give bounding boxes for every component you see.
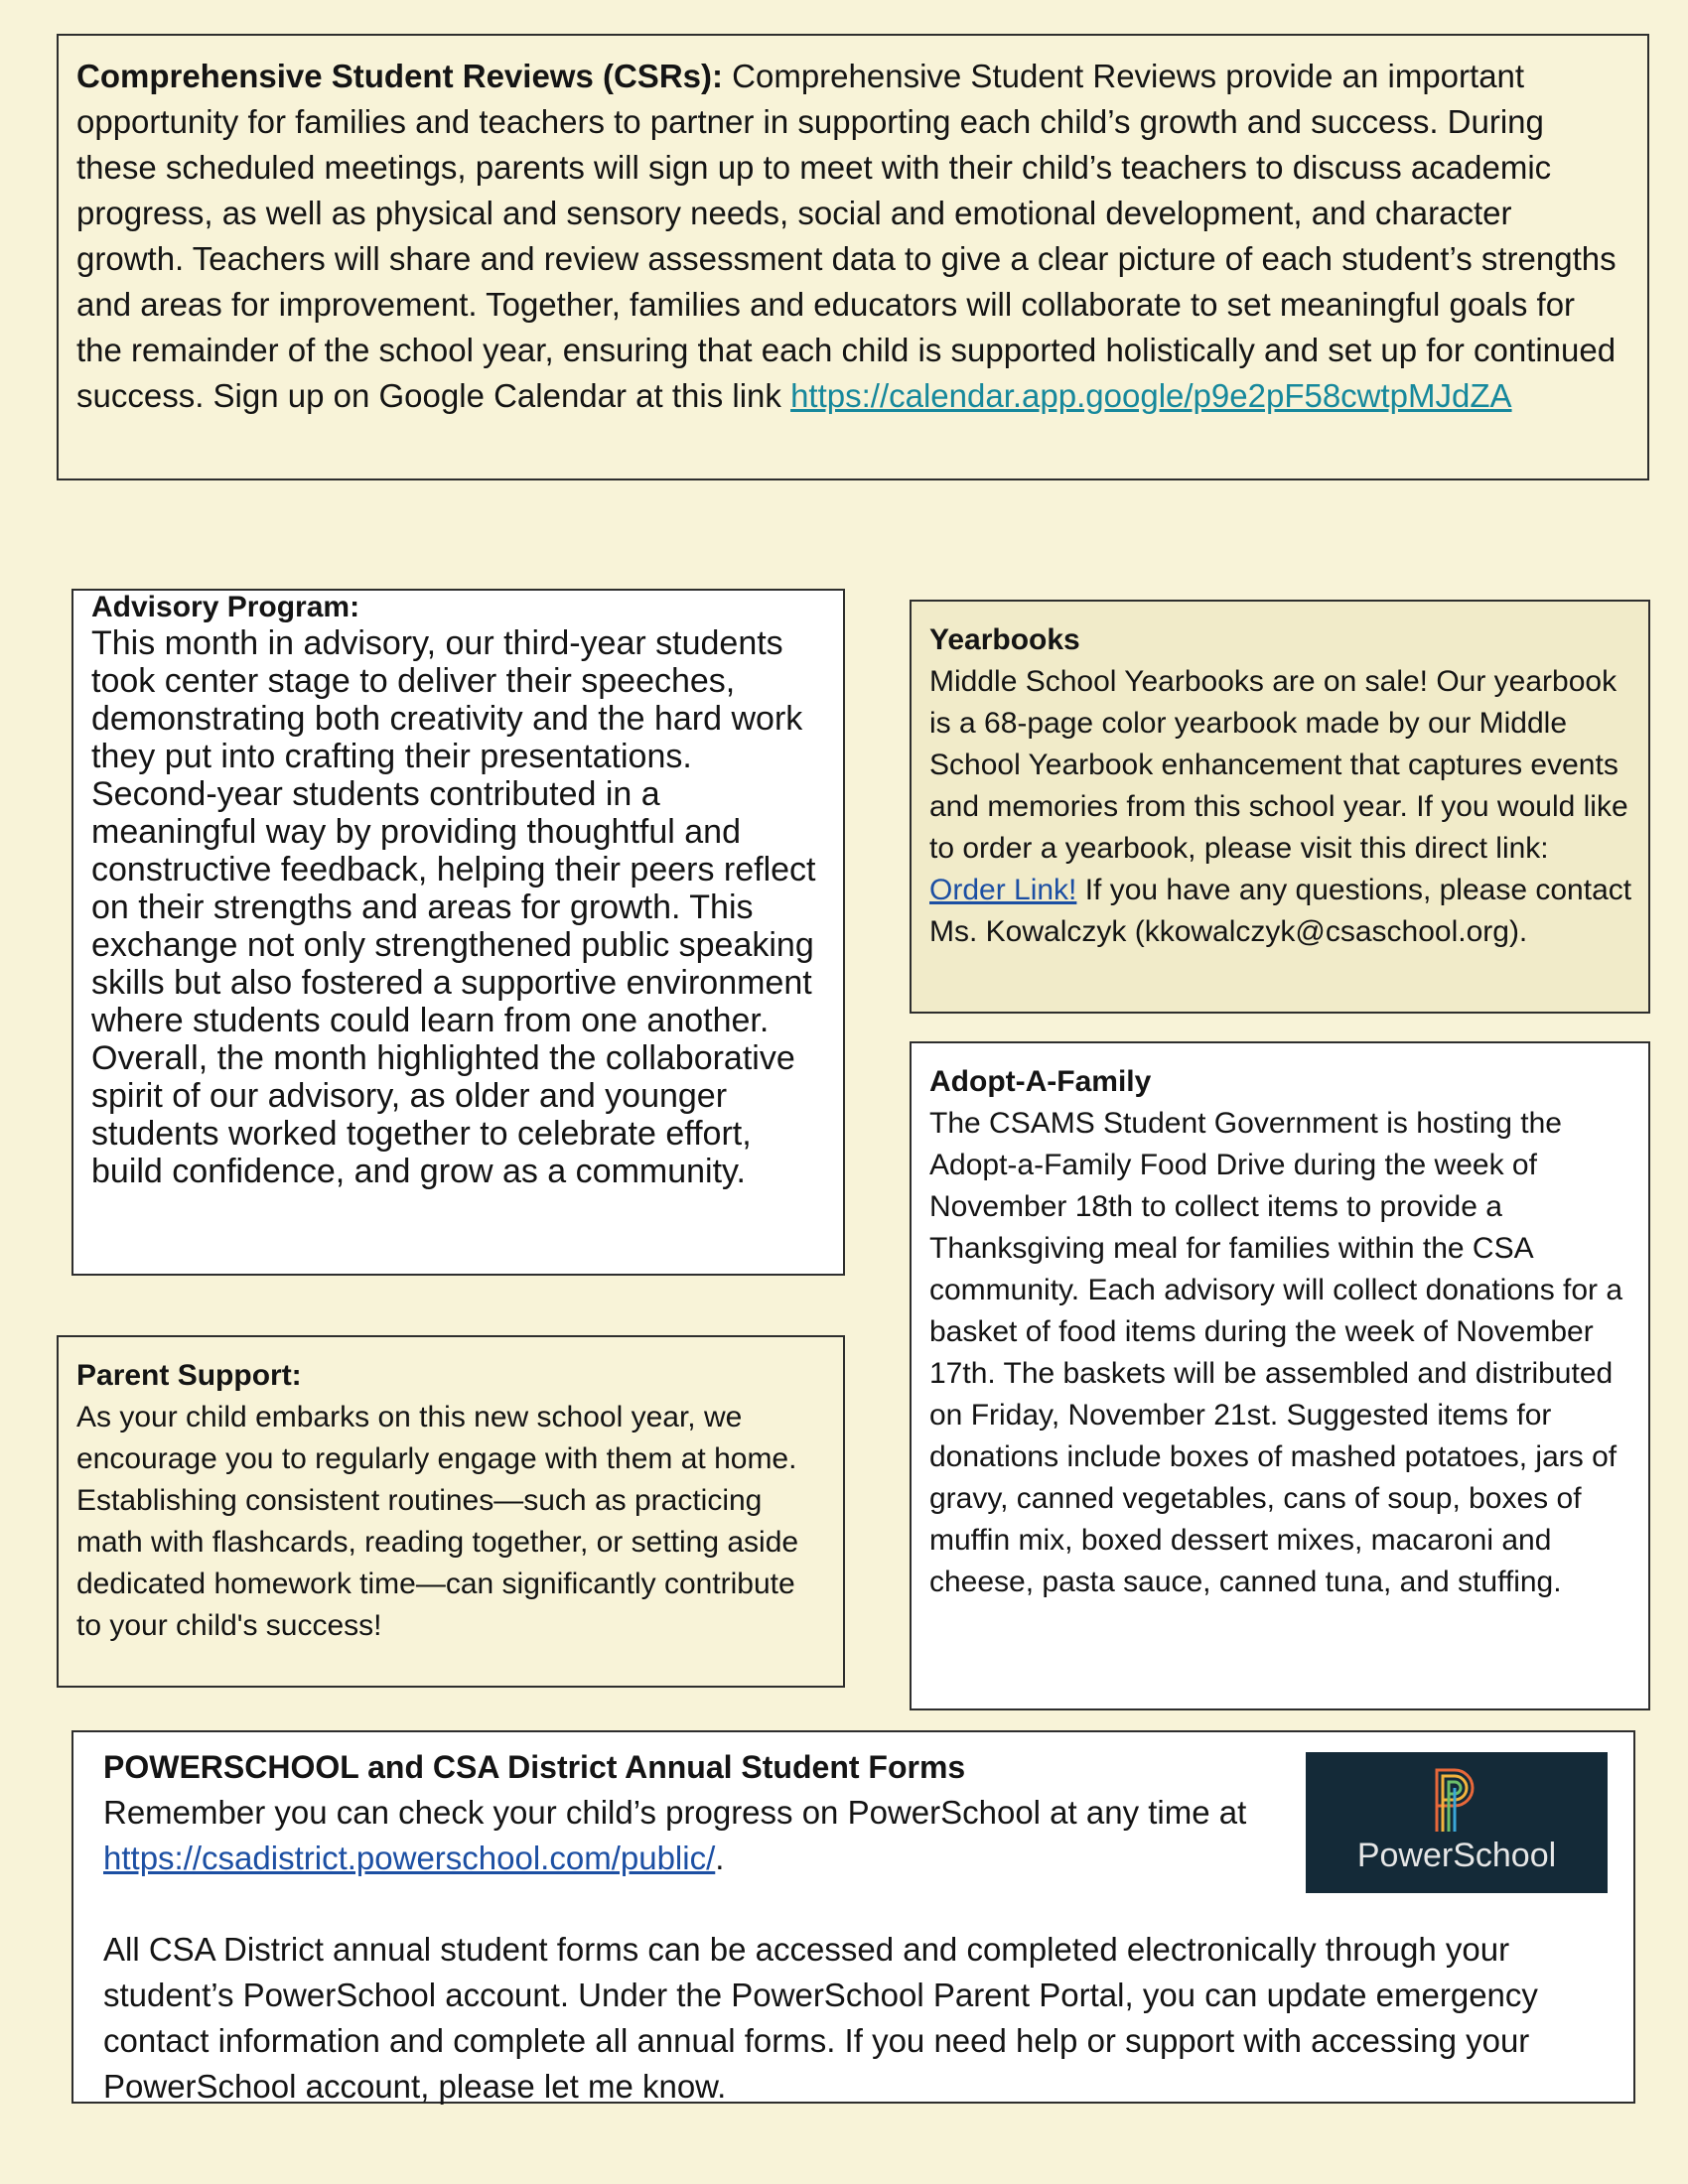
parent-body: As your child embarks on this new school year, we encourage you to regularly engage with them at home. Establishing consistent routines—such as practicing math with flashcards, reading together, or setting aside dedicated homework time—can significantly contribute to your child's success! — [76, 1401, 799, 1642]
powerschool-logo — [1306, 1752, 1608, 1893]
adopt-body: The CSAMS Student Government is hosting the Adopt-a-Family Food Drive during the week of November 18th to collect items to provide a Thanksgiving meal for families within the CSA community. Each advisory will collect donations for a basket of food items during the week of November 17th. The baskets will be assembled and distributed on Friday, November 21st. Suggested items for donations include boxes of mashed potatoes, jars of gravy, canned vegetables, cans of soup, boxes of muffin mix, boxed dessert mixes, macaroni and cheese, pasta sauce, canned tuna, and stuffing. — [929, 1107, 1623, 1598]
parent-support-section — [57, 1335, 845, 1688]
advisory-body: This month in advisory, our third-year students took center stage to deliver their speeches, demonstrating both creativity and the hard work they put into crafting their presentations. Second-year students contributed in a meaningful way by providing thoughtful and constructive feedback, helping their peers reflect on their strengths and areas for growth. This exchange not only strengthened public speaking skills but also fostered a supportive environment where students could learn from one another. Overall, the month highlighted the collaborative spirit of our advisory, as older and younger students worked together to celebrate effort, build confidence, and grow as a community. — [91, 624, 816, 1190]
powerschool-p-icon — [1431, 1766, 1484, 1834]
powerschool-intro-paragraph — [103, 1790, 1275, 1881]
yearbooks-section — [910, 600, 1650, 1014]
advisory-title: Advisory Program: — [91, 591, 360, 623]
csr-section — [57, 34, 1649, 480]
order-link[interactable]: Order Link! — [929, 874, 1077, 906]
yearbooks-title-line — [929, 619, 1632, 661]
advisory-section — [71, 589, 845, 1276]
adopt-title-line — [929, 1061, 1632, 1103]
powerschool-title: POWERSCHOOL and CSA District Annual Student Forms — [103, 1749, 966, 1785]
csr-calendar-link[interactable]: https://calendar.app.google/p9e2pF58cwtpMJdZA — [790, 377, 1512, 414]
yearbooks-contact: If you have any questions, please contact Ms. Kowalczyk (kkowalczyk@csaschool.org). — [929, 874, 1632, 948]
powerschool-forms-text: All CSA District annual student forms can be accessed and completed electronically through your student’s PowerSchool account. Under the PowerSchool Parent Portal, you can update emergency contact information and complete all annual forms. If you need help or support with accessing your PowerSchool account, please let me know. — [103, 1931, 1538, 2105]
adopt-title: Adopt-A-Family — [929, 1065, 1152, 1098]
adopt-a-family-section — [910, 1041, 1650, 1710]
powerschool-section — [71, 1730, 1635, 2104]
csr-title: Comprehensive Student Reviews (CSRs): — [76, 58, 723, 94]
csr-body: Comprehensive Student Reviews provide an important opportunity for families and teachers to partner in supporting each child’s growth and success. During these scheduled meetings, parents will sign up to meet with their child’s teachers to discuss academic progress, as well as physical and sensory needs, social and emotional development, and character growth. Teachers will share and review assessment data to give a clear picture of each student’s strengths and areas for improvement. Together, families and educators will collaborate to set meaningful goals for the remainder of the school year, ensuring that each child is supported holistically and set up for continued success. Sign up on Google Calendar at this link — [76, 58, 1617, 414]
csr-paragraph — [76, 54, 1627, 419]
yearbooks-title: Yearbooks — [929, 623, 1080, 656]
powerschool-link[interactable]: https://csadistrict.powerschool.com/public/ — [103, 1840, 716, 1876]
powerschool-period: . — [715, 1840, 725, 1876]
powerschool-intro: Remember you can check your child’s progress on PowerSchool at any time at — [103, 1794, 1247, 1831]
yearbooks-body: Middle School Yearbooks are on sale! Our yearbook is a 68-page color yearbook made by our Middle School Yearbook enhancement that captures events and memories from this school year. If you would like to order a yearbook, please visit this direct link: — [929, 665, 1628, 865]
parent-title-line — [76, 1355, 827, 1397]
yearbooks-paragraph — [929, 661, 1632, 953]
powerschool-logo-text: PowerSchool — [1356, 1837, 1557, 1874]
parent-title: Parent Support: — [76, 1359, 302, 1392]
